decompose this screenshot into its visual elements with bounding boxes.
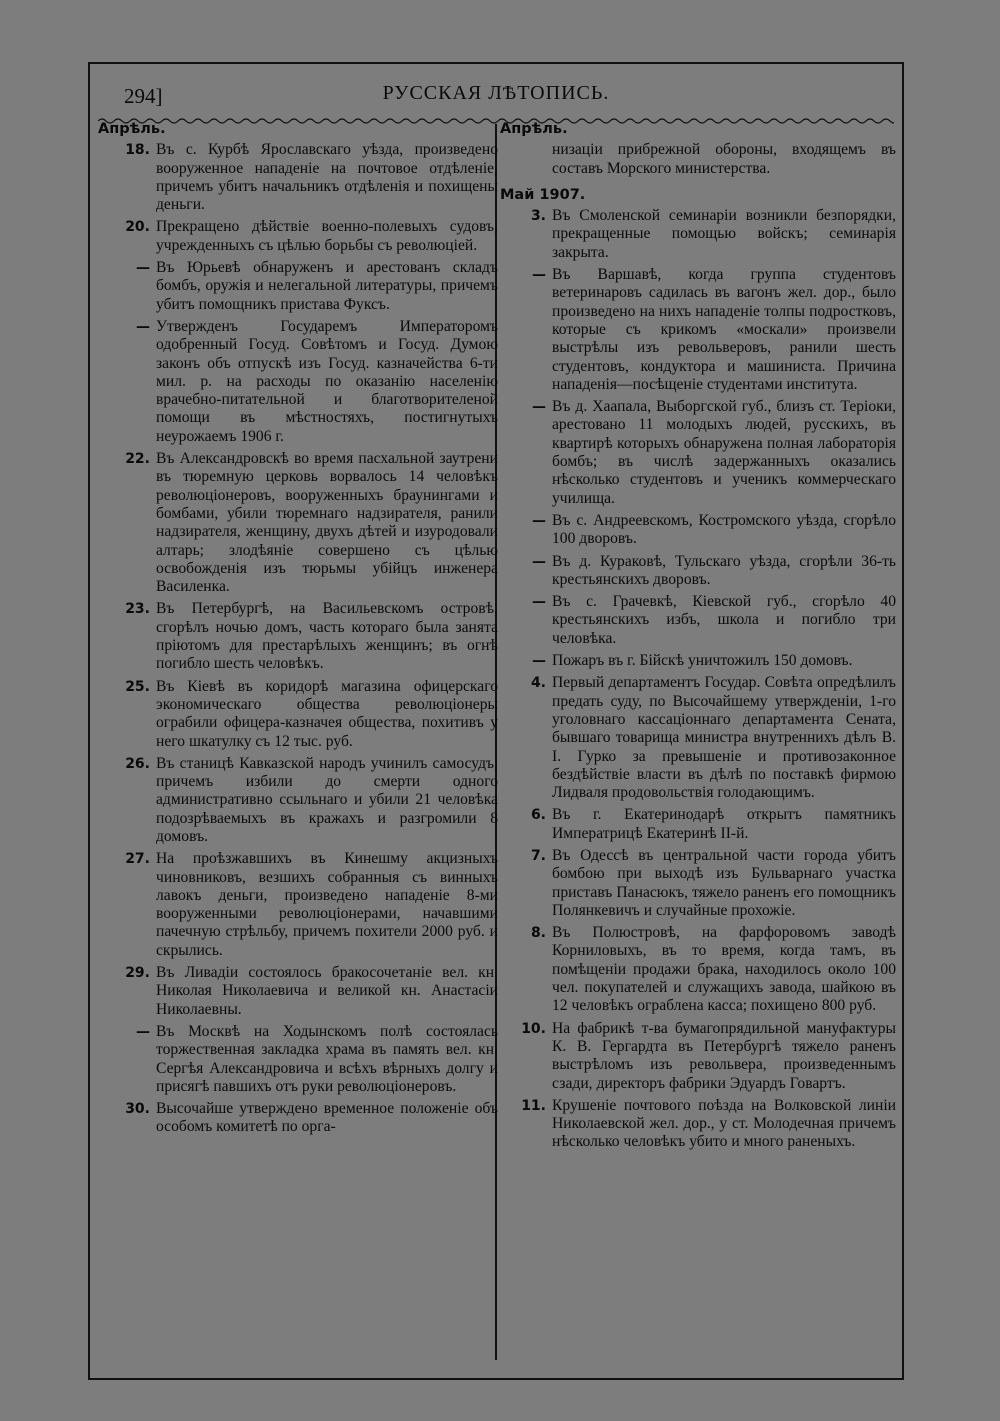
entry-date: — [532,594,546,611]
entry-date: 7. [530,847,546,864]
entry-text: Пожаръ въ г. Бійскѣ уничтожилъ 150 домовъ. [552,652,853,670]
entry-date: — [136,1023,150,1040]
chronicle-entry [500,806,896,843]
entry-date: — [532,267,546,284]
entry-date: 27. [125,851,150,868]
chronicle-entry [98,678,498,751]
chronicle-entry [98,450,498,596]
entry-date: 26. [125,755,150,772]
entry-text: Въ Смоленской семинаріи возникли безпорядки, прекращенные помощью войскъ; семинарія закрыта. [552,207,896,261]
chronicle-entry [98,318,498,446]
chronicle-entry [500,512,896,549]
page-header [90,78,902,112]
entry-text: Высочайше утверждено временное положеніе объ особомъ комитетѣ по орга- [156,1100,498,1136]
entry-date: 22. [125,451,150,468]
entry-date: 25. [125,678,150,695]
chronicle-entry [500,593,896,648]
entry-text: Въ Юрьевѣ обнаруженъ и арестованъ складъ бомбъ, оружія и нелегальной литературы, причемъ убитъ помощникъ пристава Фуксъ. [156,259,498,313]
month-heading-may: Май 1907. [500,186,586,203]
entry-date: — [532,512,546,529]
entry-text: Въ с. Андреевскомъ, Костромского уѣзда, сгорѣло 100 дворовъ. [552,511,896,548]
month-heading: Апрѣль. [98,121,166,137]
entry-list [98,141,498,1136]
chronicle-entry [500,207,896,262]
entry-text: Въ Кіевѣ въ коридорѣ магазина офицерскаго экономическаго общества революціонеры ограбили офицера-казначея общества, похитивъ у него шкатулку съ 12 тыс. руб. [156,677,498,750]
entry-date: 11. [521,1097,546,1114]
page-number: 294] [124,84,163,108]
entry-text: Въ Петербургѣ, на Васильевскомъ островѣ, сгорѣлъ ночью домъ, часть котораго была занята пріютомъ для престарѣлыхъ женщинъ; въ огнѣ погибло шесть человѣкъ. [156,600,498,673]
chronicle-entry [98,141,498,214]
entry-date: 30. [125,1101,150,1118]
entry-date: — [136,318,150,335]
entry-date: 18. [125,142,150,159]
left-column [98,120,498,1141]
chronicle-entry [98,1100,498,1137]
entry-text: Въ с. Курбѣ Ярославскаго уѣзда, произведено вооруженное нападеніе на почтовое отдѣленіе, причемъ убитъ начальникъ отдѣленія и похищены деньги. [156,141,498,214]
chronicle-entry [98,964,498,1019]
entry-text: Прекращено дѣйствіе военно-полевыхъ судовъ, учрежденныхъ съ цѣлью борьбы съ революціей. [156,218,498,254]
chronicle-entry [98,600,498,673]
entry-date: — [532,399,546,416]
entry-date: 29. [125,965,150,982]
chronicle-entry [500,398,896,508]
chronicle-entry [98,1023,498,1096]
book-page [88,62,904,1380]
entry-text: Въ Москвѣ на Ходынскомъ полѣ состоялась торжественная закладка храма въ память вел. кн. Сергѣя Александровича и всѣхъ вѣрныхъ долгу и присягѣ павшихъ отъ руки революціонеровъ. [156,1022,498,1095]
entry-text: Въ д. Кураковѣ, Тульскаго уѣзда, сгорѣли 36-ть крестьянскихъ дворовъ. [552,552,896,588]
entry-text: Въ г. Екатеринодарѣ открытъ памятникъ Императрицѣ Екатеринѣ II-й. [552,806,896,842]
chronicle-entry [98,850,498,960]
entry-date: 23. [125,601,150,618]
entry-text: Въ д. Хаапала, Выборгской губ., близъ ст. Теріоки, арестовано 11 молодыхъ людей, русскихъ, въ квартирѣ которыхъ обнаружена полная лабораторія бомбъ; въ числѣ задержанныхъ оказались нѣсколько студентовъ и ученикъ коммерческаго училища. [552,398,896,507]
entry-text: Первый департаментъ Государ. Совѣта опредѣлилъ предать суду, по Высочайшему утвержденіи, 1-го уголовнаго кассаціоннаго департамента Сената, бывшаго товарища министра внутреннихъ дѣлъ В. І. Гурко за превышеніе и противозаконное бездѣйствіе власти въ дѣлѣ по поставкѣ фирмою Лидваля продовольствія голодающимъ. [552,674,896,802]
entry-date: 8. [530,925,546,942]
chronicle-entry [500,847,896,920]
chronicle-entry [500,652,896,670]
entry-text: Въ с. Грачевкѣ, Кіевской губ., сгорѣло 40 крестьянскихъ избъ, школа и погибло три человѣка. [552,593,896,647]
entry-date: 6. [530,807,546,824]
chronicle-entry [98,755,498,846]
entry-text: Въ Одессѣ въ центральной части города убитъ бомбою при выходѣ изъ Бульварнаго участка приставъ Панасюкъ, тяжело раненъ его помощникъ Полянкевичъ и случайные прохожіе. [552,846,896,919]
entry-text: На фабрикѣ т-ва бумагопрядильной мануфактуры К. В. Гергардта въ Петербургѣ тяжело раненъ выстрѣломъ изъ револьвера, произведеннымъ сзади, директоръ фабрики Эдуардъ Говартъ. [552,1019,896,1092]
running-title: РУССКАЯ ЛѢТОПИСЬ. [382,82,610,104]
entry-date: 10. [521,1020,546,1037]
entry-date: 20. [125,219,150,236]
entry-text: Въ Александровскѣ во время пасхальной заутрени въ тюремную церковь ворвалось 14 человѣкъ революціонеровъ, вооруженныхъ браунингами и бомбами, убили тюремнаго надзирателя, ранили надзирателя, женщину, двухъ дѣтей и изуродовали алтарь; злодѣяніе совершено съ цѣлью освобожденія изъ тюрьмы убійцъ инженера Василенка. [156,450,498,596]
chronicle-entry [500,924,896,1015]
entry-text: Въ Ливадіи состоялось бракосочетаніе вел. кн. Николая Николаевича и великой кн. Анастасіи Николаевны. [156,964,498,1018]
entry-text: Крушеніе почтового поѣзда на Волковской линіи Николаевской жел. дор., у ст. Молодечная причемъ нѣсколько человѣкъ убито и много раненыхъ. [552,1096,896,1151]
entry-text: Въ Варшавѣ, когда группа студентовъ ветеринаровъ садилась въ вагонъ жел. дор., было произведено на нихъ нападеніе толпы подростковъ, которые съ крикомъ «москали» произвели выстрѣлы изъ револьверовъ, ранили шесть студентовъ, кондуктора и машиниста. Причина нападенія—посѣщеніе студентами института. [552,266,896,393]
chronicle-entry [500,674,896,802]
entry-text: На проѣзжавшихъ въ Кинешму акцизныхъ чиновниковъ, везшихъ собранныя съ винныхъ лавокъ деньги, произведено нападеніе 8-ми вооруженными революціонерами, начавшими пачечную стрѣльбу, причемъ похители 2000 руб. и скрылись. [156,850,498,959]
entry-date: 3. [530,208,546,225]
chronicle-entry [500,1020,896,1093]
entry-date: — [532,553,546,570]
chronicle-entry [98,218,498,255]
entry-text: Въ Полюстровѣ, на фарфоровомъ заводѣ Корниловыхъ, въ то время, когда тамъ, въ помѣщеніи продажи брака, находилось около 100 чел. покупателей и служащихъ завода, шайкою въ 12 человѣкъ ограблена касса; похищено 800 руб. [552,924,896,1015]
right-column [500,120,896,1156]
entry-date: — [136,260,150,277]
entry-list [500,207,896,1152]
entry-text: Утвержденъ Государемъ Императоромъ одобренный Госуд. Совѣтомъ и Госуд. Думою законъ объ отпускѣ изъ Госуд. казначейства 6-ти мил. р. на расходы по оказанію населенію врачебно-питательной и благотворителеной помощи въ мѣстностяхъ, постигнутыхъ неурожаемъ 1906 г. [156,317,498,445]
month-heading: Апрѣль. [500,121,568,137]
chronicle-entry [500,553,896,590]
entry-text: Въ станицѣ Кавказской народъ учинилъ самосудъ, причемъ избили до смерти одного административно ссыльнаго и убили 21 человѣка подозрѣваемыхъ въ кражахъ и разгромили 8 домовъ. [156,754,498,845]
chronicle-entry [500,1097,896,1152]
entry-date: 4. [530,675,546,692]
entry-date: — [532,653,546,670]
chronicle-entry [98,259,498,314]
chronicle-entry [500,266,896,394]
continued-entry: низаціи прибрежной обороны, входящемъ въ составъ Морского министерства. [552,141,896,177]
